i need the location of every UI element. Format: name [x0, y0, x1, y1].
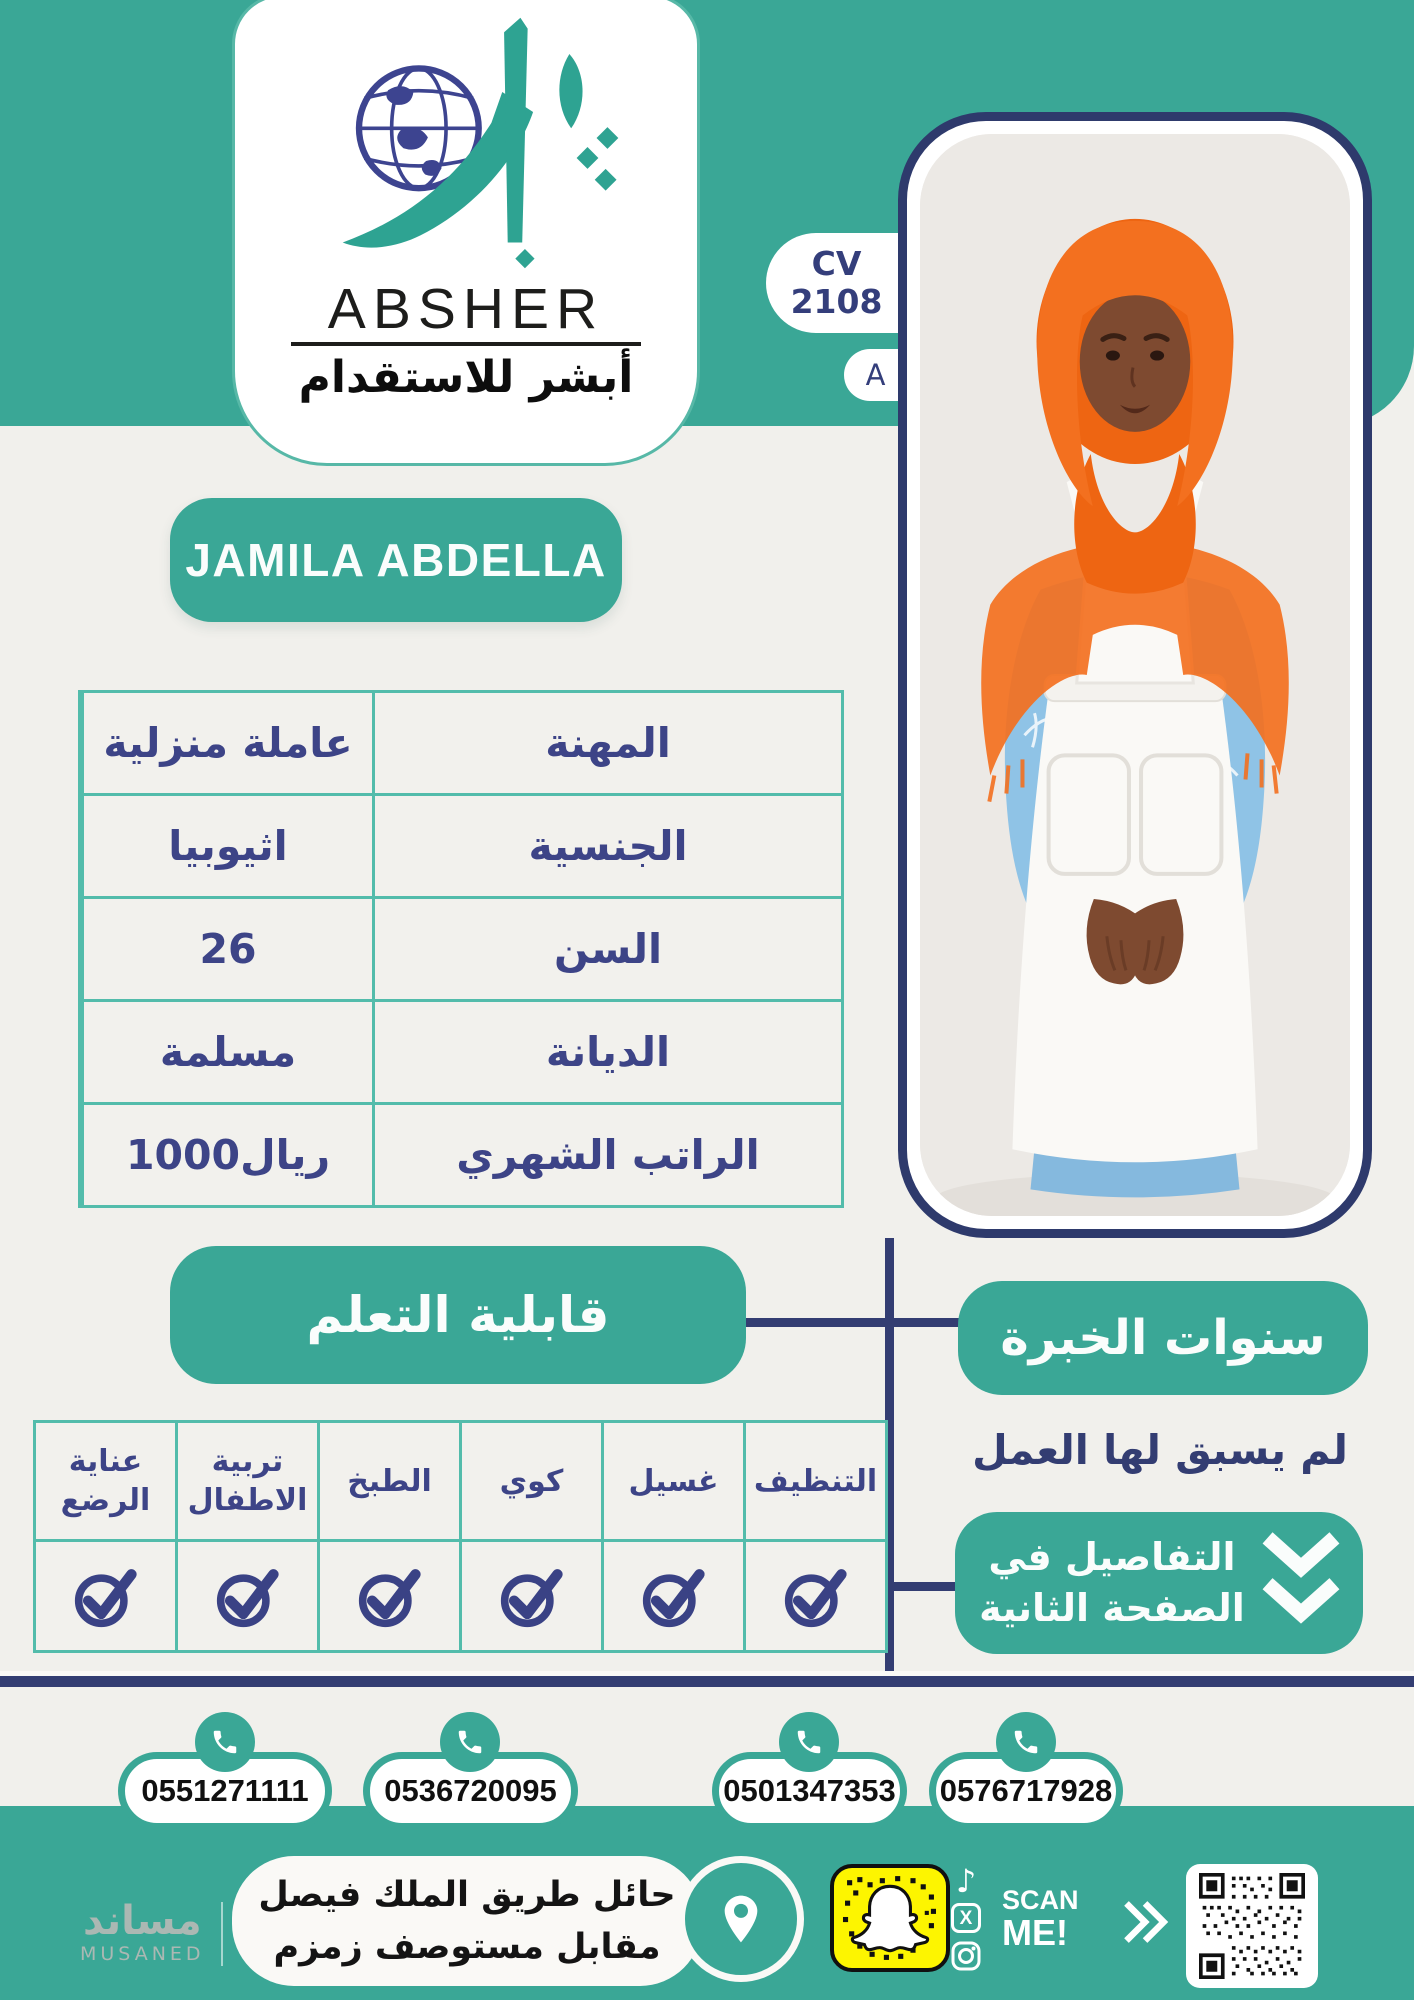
grade-value: A: [865, 358, 886, 392]
absher-globe-logo-icon: [235, 5, 697, 281]
info-label-religion: الديانة: [375, 1002, 841, 1102]
info-table: [78, 690, 844, 1208]
social-icons: [950, 1862, 982, 1976]
check-icon: [178, 1542, 317, 1650]
instagram-icon: [950, 1940, 982, 1976]
info-label-salary: الراتب الشهري: [375, 1105, 841, 1205]
check-icon: [462, 1542, 601, 1650]
location-pin-icon: [678, 1856, 804, 1982]
learning-ability-banner: قابلية التعلم: [170, 1246, 746, 1384]
musaned-name-arabic: مساند: [82, 1897, 202, 1944]
info-value-nationality: اثيوبيا: [84, 796, 372, 896]
phone-icon: [440, 1712, 500, 1772]
candidate-photo-frame: [898, 112, 1372, 1238]
details-text: [973, 1532, 1251, 1635]
phone-icon: [779, 1712, 839, 1772]
skills-table: [33, 1420, 888, 1653]
phone-number-4: 0576717928: [929, 1752, 1123, 1830]
phone-icon: [195, 1712, 255, 1772]
info-value-age: 26: [84, 899, 372, 999]
tiktok-icon: ♪: [955, 1862, 977, 1900]
chevron-right-icon: [1118, 1896, 1174, 1952]
skill-ironing: كوي: [462, 1423, 601, 1539]
address-pill: [232, 1856, 702, 1986]
check-icon: [320, 1542, 459, 1650]
double-chevron-down-icon: [1257, 1529, 1345, 1637]
connector-line-bottom: [885, 1582, 961, 1591]
details-line2: الصفحة الثانية: [979, 1586, 1245, 1630]
candidate-name: JAMILA ABDELLA: [170, 498, 622, 622]
info-value-salary: 1000ريال: [84, 1105, 372, 1205]
x-twitter-icon: X: [951, 1903, 981, 1933]
details-line1: التفاصيل في: [988, 1534, 1236, 1579]
check-icon: [604, 1542, 743, 1650]
candidate-photo: [920, 134, 1350, 1216]
info-value-profession: عاملة منزلية: [84, 693, 372, 793]
info-label-profession: المهنة: [375, 693, 841, 793]
cv-number-badge: [766, 233, 907, 333]
experience-status: لم يسبق لها العمل: [972, 1426, 1348, 1474]
brand-underline: [291, 342, 641, 346]
agency-logo-panel: [232, 0, 700, 466]
snapchat-qr-code: [830, 1864, 950, 1972]
brand-name-latin: ABSHER: [327, 277, 605, 341]
experience-title-banner: سنوات الخبرة: [958, 1281, 1368, 1395]
skill-cooking: الطبخ: [320, 1423, 459, 1539]
connector-line-top: [746, 1318, 962, 1327]
cv-number: 2108: [790, 282, 883, 321]
phone-number-1: 0551271111: [118, 1752, 332, 1830]
details-next-page-box: [955, 1512, 1363, 1654]
info-label-age: السن: [375, 899, 841, 999]
musaned-divider: [221, 1902, 223, 1966]
skill-childcare: تربية الاطفال: [178, 1423, 317, 1539]
musaned-name-latin: MUSANED: [80, 1942, 205, 1965]
footer-divider-line: [0, 1671, 1414, 1687]
info-value-religion: مسلمة: [84, 1002, 372, 1102]
address-line2: مقابل مستوصف زمزم: [273, 1927, 661, 1967]
scan-me-label: [1002, 1886, 1079, 1952]
check-icon: [36, 1542, 175, 1650]
scan-line2: ME!: [1002, 1912, 1068, 1954]
skill-cleaning: التنظيف: [746, 1423, 885, 1539]
phone-icon: [996, 1712, 1056, 1772]
skill-infant-care: عناية الرضع: [36, 1423, 175, 1539]
address-line1: حائل طريق الملك فيصل: [258, 1874, 676, 1915]
check-icon: [746, 1542, 885, 1650]
cv-label: CV: [811, 244, 862, 284]
scan-line1: SCAN: [1002, 1885, 1079, 1915]
info-label-nationality: الجنسية: [375, 796, 841, 896]
brand-name-arabic: أبشر للاستقدام: [298, 352, 634, 403]
phone-number-2: 0536720095: [363, 1752, 578, 1830]
phone-number-3: 0501347353: [712, 1752, 907, 1830]
skill-washing: غسيل: [604, 1423, 743, 1539]
qr-code: [1186, 1864, 1318, 1988]
